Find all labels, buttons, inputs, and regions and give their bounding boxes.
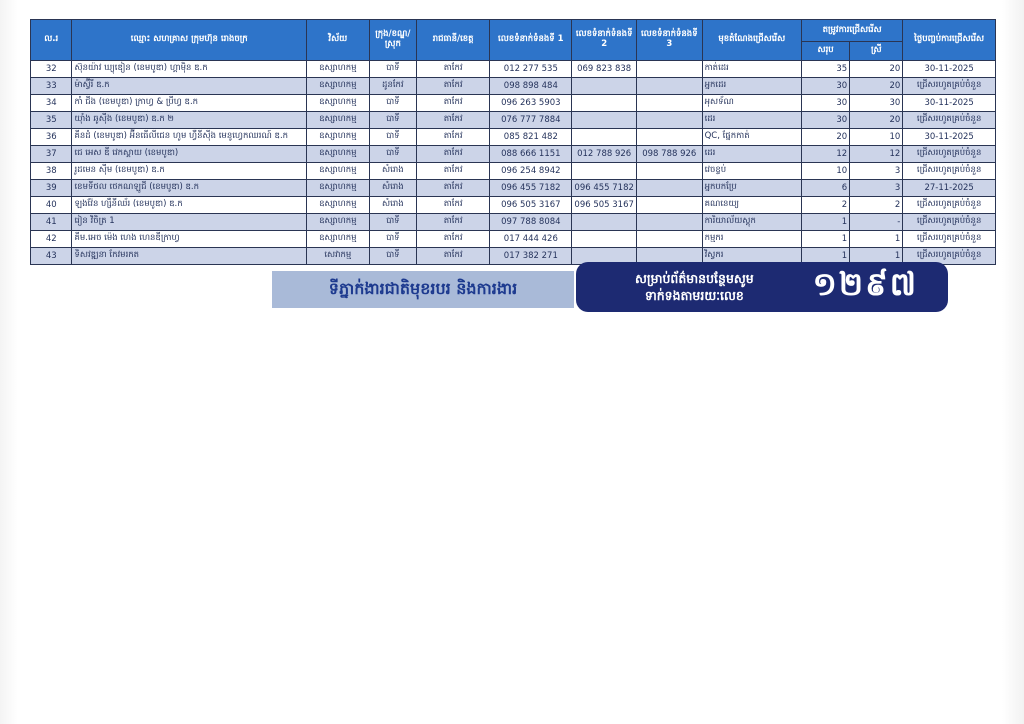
table-cell: 096 505 3167 xyxy=(490,197,572,214)
table-cell: 40 xyxy=(31,197,72,214)
table-cell xyxy=(572,78,637,95)
table-cell xyxy=(636,112,702,129)
table-cell: 42 xyxy=(31,231,72,248)
table-cell: 12 xyxy=(801,146,849,163)
table-cell: 076 777 7884 xyxy=(490,112,572,129)
table-cell: 6 xyxy=(801,180,849,197)
table-cell: ដូនកែវ xyxy=(369,78,416,95)
table-cell: កាត់ដេរ xyxy=(702,61,801,78)
table-cell: 1 xyxy=(801,214,849,231)
table-cell: បាទី xyxy=(369,146,416,163)
table-cell: 10 xyxy=(850,129,903,146)
column-header-phone3: លេខទំនាក់ទំនងទី 3 xyxy=(636,20,702,61)
table-cell: ឧស្សាហកម្ម xyxy=(306,231,369,248)
table-cell: តាកែវ xyxy=(416,231,489,248)
contact-line1: សម្រាប់ព័ត៌មានបន្ថែមសូម xyxy=(634,270,754,286)
column-header-deadline: ថ្ងៃបញ្ចប់ការជ្រើសរើស xyxy=(903,20,996,61)
table-cell: តាកែវ xyxy=(416,163,489,180)
table-cell: 30-11-2025 xyxy=(903,61,996,78)
table-cell: ឧស្សាហកម្ម xyxy=(306,95,369,112)
table-cell: គីនដំ (ខេមបូឌា) អ៊ីនធើលីជេន ហូម ហ្វឺនីស៊ីង មេនូហ្វេកឈរណ៍ ឌ.ក xyxy=(72,129,307,146)
table-row xyxy=(31,180,996,197)
table-body xyxy=(31,61,996,265)
table-cell: បាទី xyxy=(369,129,416,146)
table-cell: ជ្រើសរហូតគ្រប់ចំនួន xyxy=(903,197,996,214)
table-row xyxy=(31,214,996,231)
table-cell: 096 455 7182 xyxy=(572,180,637,197)
table-cell: 012 277 535 xyxy=(490,61,572,78)
table-cell: ខេមទីថល ថេកណឡូជី (ខេមបូឌា) ឌ.ក xyxy=(72,180,307,197)
table-cell: 35 xyxy=(801,61,849,78)
table-cell: 098 898 484 xyxy=(490,78,572,95)
table-cell: អុសទ័ណ xyxy=(702,95,801,112)
table-cell: វិស្វករ xyxy=(702,248,801,265)
table-cell xyxy=(636,129,702,146)
table-cell: ឧស្សាហកម្ម xyxy=(306,146,369,163)
table-cell: ឧស្សាហកម្ម xyxy=(306,78,369,95)
table-cell: យ៉ាំង ឆូស៊ីង (ខេមបូឌា) ឌ.ក ២ xyxy=(72,112,307,129)
table-row xyxy=(31,146,996,163)
table-cell: ជ្រើសរហូតគ្រប់ចំនួន xyxy=(903,112,996,129)
table-cell: 27-11-2025 xyxy=(903,180,996,197)
table-cell: 33 xyxy=(31,78,72,95)
table-row xyxy=(31,197,996,214)
column-header-name: ឈ្មោះ សហគ្រាស ក្រុមហ៊ុន រោងចក្រ xyxy=(72,20,307,61)
table-cell: បាទី xyxy=(369,231,416,248)
table-cell: គណនេយ្យ xyxy=(702,197,801,214)
table-row xyxy=(31,112,996,129)
table-cell: តាកែវ xyxy=(416,95,489,112)
table-cell: ជ្រើសរហូតគ្រប់ចំនួន xyxy=(903,248,996,265)
table-cell: 20 xyxy=(850,78,903,95)
table-cell: កម្មករ xyxy=(702,231,801,248)
table-cell: ឧស្សាហកម្ម xyxy=(306,197,369,214)
table-cell: តាកែវ xyxy=(416,129,489,146)
table-cell: 088 666 1151 xyxy=(490,146,572,163)
table-cell: ជ្រើសរហូតគ្រប់ចំនួន xyxy=(903,146,996,163)
table-cell: ជ្រើសរហូតគ្រប់ចំនួន xyxy=(903,163,996,180)
table-cell: 39 xyxy=(31,180,72,197)
table-cell: 10 xyxy=(801,163,849,180)
table-cell: តាកែវ xyxy=(416,146,489,163)
table-cell: ជ្រើសរហូតគ្រប់ចំនួន xyxy=(903,231,996,248)
table-cell: តាកែវ xyxy=(416,248,489,265)
table-cell: ឡងវ៉ែន ហ្សឺនីឈ័រ (ខេមបូឌា) ឌ.ក xyxy=(72,197,307,214)
column-header-positions: មុខតំណែងជ្រើសរើស xyxy=(702,20,801,61)
table-cell: 2 xyxy=(850,197,903,214)
table-cell: 20 xyxy=(850,61,903,78)
table-cell xyxy=(572,231,637,248)
table-cell: QC, ផ្នែកកាត់ xyxy=(702,129,801,146)
table-cell: 30-11-2025 xyxy=(903,95,996,112)
table-cell xyxy=(572,163,637,180)
table-header xyxy=(31,20,996,61)
table-cell: ឧស្សាហកម្ម xyxy=(306,180,369,197)
table-cell: ម៉ាស្វ៊ីរី ឌ.ក xyxy=(72,78,307,95)
table-cell: 012 788 926 xyxy=(572,146,637,163)
table-cell: 38 xyxy=(31,163,72,180)
table-cell: 069 823 838 xyxy=(572,61,637,78)
table-cell: ជេ អេស ឌី វេកស្គាយ (ខេមបូឌា) xyxy=(72,146,307,163)
table-cell: អ្នកដេរ xyxy=(702,78,801,95)
table-cell: 2 xyxy=(801,197,849,214)
column-header-phone1: លេខទំនាក់ទំនងទី 1 xyxy=(490,20,572,61)
table-cell: 096 254 8942 xyxy=(490,163,572,180)
contact-line2: ទាក់ទងតាមរយៈលេខ xyxy=(644,288,744,303)
column-header-phone2: លេខទំនាក់ទំនងទី 2 xyxy=(572,20,637,61)
table-cell: រូដមេន ស៊ីម (ខេមបូឌា) ឌ.ក xyxy=(72,163,307,180)
table-cell: តាកែវ xyxy=(416,78,489,95)
table-cell: ជ្រើសរហូតគ្រប់ចំនួន xyxy=(903,214,996,231)
table-cell: 30 xyxy=(801,78,849,95)
table-cell: គីម.អេច ម៉េង ហេង ហេនឌីក្រាហ្វ xyxy=(72,231,307,248)
table-cell xyxy=(572,95,637,112)
table-cell: កាំ ជីង (ខេមបូឌា) ក្រាហ្វ & ប្រីហ្វ ឌ.ក xyxy=(72,95,307,112)
table-cell: ឧស្សាហកម្ម xyxy=(306,163,369,180)
table-cell: 30-11-2025 xyxy=(903,129,996,146)
table-cell: ជ្រើសរហូតគ្រប់ចំនួន xyxy=(903,78,996,95)
table-cell: ឧស្សាហកម្ម xyxy=(306,214,369,231)
table-cell: ឧស្សាហកម្ម xyxy=(306,61,369,78)
table-cell: សំរោង xyxy=(369,163,416,180)
table-cell xyxy=(636,197,702,214)
table-cell: ដេរ xyxy=(702,112,801,129)
table-cell xyxy=(572,112,637,129)
table-cell: 1 xyxy=(801,248,849,265)
table-cell: ទិសវឌ្ឍនា កែវមរកត xyxy=(72,248,307,265)
table-cell: តាកែវ xyxy=(416,61,489,78)
agency-banner xyxy=(272,271,574,308)
table-cell: សេវាកម្ម xyxy=(306,248,369,265)
table-cell: សំរោង xyxy=(369,180,416,197)
table-cell: តាកែវ xyxy=(416,214,489,231)
table-cell: 36 xyxy=(31,129,72,146)
column-header-need: តម្រូវការជ្រើសរើស xyxy=(801,20,902,42)
table-cell: វេចខ្ចប់ xyxy=(702,163,801,180)
table-cell: រៀន វិចិត្រ 1 xyxy=(72,214,307,231)
table-cell: 35 xyxy=(31,112,72,129)
table-cell: 41 xyxy=(31,214,72,231)
table-cell: 20 xyxy=(801,129,849,146)
table-cell: 3 xyxy=(850,163,903,180)
table-cell xyxy=(636,180,702,197)
table-cell: តាកែវ xyxy=(416,197,489,214)
table-cell: 12 xyxy=(850,146,903,163)
table-cell: 43 xyxy=(31,248,72,265)
table-cell: 096 455 7182 xyxy=(490,180,572,197)
table-cell: 097 788 8084 xyxy=(490,214,572,231)
table-cell: តាកែវ xyxy=(416,180,489,197)
table-cell: ការិយាល័យស្តុក xyxy=(702,214,801,231)
table-cell: តាកែវ xyxy=(416,112,489,129)
recruitment-table xyxy=(30,19,996,265)
table-cell: 017 382 271 xyxy=(490,248,572,265)
table-cell: 1 xyxy=(850,248,903,265)
table-cell: ដេរ xyxy=(702,146,801,163)
hotline-number: ១២៩៧ xyxy=(812,264,918,303)
table-row xyxy=(31,231,996,248)
table-cell: 096 505 3167 xyxy=(572,197,637,214)
table-cell: 085 821 482 xyxy=(490,129,572,146)
table-cell: 32 xyxy=(31,61,72,78)
table-cell xyxy=(636,163,702,180)
table-row xyxy=(31,78,996,95)
table-cell: ឧស្សាហកម្ម xyxy=(306,129,369,146)
table-cell: បាទី xyxy=(369,248,416,265)
column-header-province: រាជធានី/ខេត្ត xyxy=(416,20,489,61)
table-cell: 017 444 426 xyxy=(490,231,572,248)
column-header-sector: វិស័យ xyxy=(306,20,369,61)
table-cell: សំរោង xyxy=(369,197,416,214)
table-cell: ឧស្សាហកម្ម xyxy=(306,112,369,129)
table-cell: អ្នកបកប្រែ xyxy=(702,180,801,197)
table-cell: បាទី xyxy=(369,61,416,78)
table-cell: 096 263 5903 xyxy=(490,95,572,112)
table-cell xyxy=(636,231,702,248)
table-cell: បាទី xyxy=(369,214,416,231)
column-header-need-total: សរុប xyxy=(801,42,849,61)
table-cell: 30 xyxy=(801,95,849,112)
column-header-need-female: ស្រី xyxy=(850,42,903,61)
table-cell xyxy=(572,129,637,146)
contact-text xyxy=(576,270,813,305)
table-cell: 34 xyxy=(31,95,72,112)
table-cell xyxy=(636,61,702,78)
table-cell: 1 xyxy=(801,231,849,248)
table-cell xyxy=(636,214,702,231)
agency-name: ទីភ្នាក់ងារជាតិមុខរបរ និងការងារ xyxy=(328,278,518,298)
table-row xyxy=(31,163,996,180)
table-row xyxy=(31,129,996,146)
table-cell: 37 xyxy=(31,146,72,163)
table-cell: ស៊ុនយ៉ាវ ឃ្យុឌៀន (ខេមបូឌា) ហ្គាម៉ិន ឌ.ក xyxy=(72,61,307,78)
table-cell xyxy=(636,95,702,112)
table-cell: 30 xyxy=(801,112,849,129)
table-cell: 30 xyxy=(850,95,903,112)
table-row xyxy=(31,95,996,112)
column-header-no: ល.រ xyxy=(31,20,72,61)
table-cell: បាទី xyxy=(369,112,416,129)
column-header-district: ក្រុង/ខណ្ឌ/ស្រុក xyxy=(369,20,416,61)
table-row xyxy=(31,61,996,78)
table-cell: 20 xyxy=(850,112,903,129)
table-cell: 098 788 926 xyxy=(636,146,702,163)
table-cell xyxy=(636,78,702,95)
table-cell: បាទី xyxy=(369,95,416,112)
table-cell xyxy=(572,214,637,231)
contact-banner xyxy=(576,262,948,312)
table-cell: 3 xyxy=(850,180,903,197)
table-cell: 1 xyxy=(850,231,903,248)
table-cell: - xyxy=(850,214,903,231)
